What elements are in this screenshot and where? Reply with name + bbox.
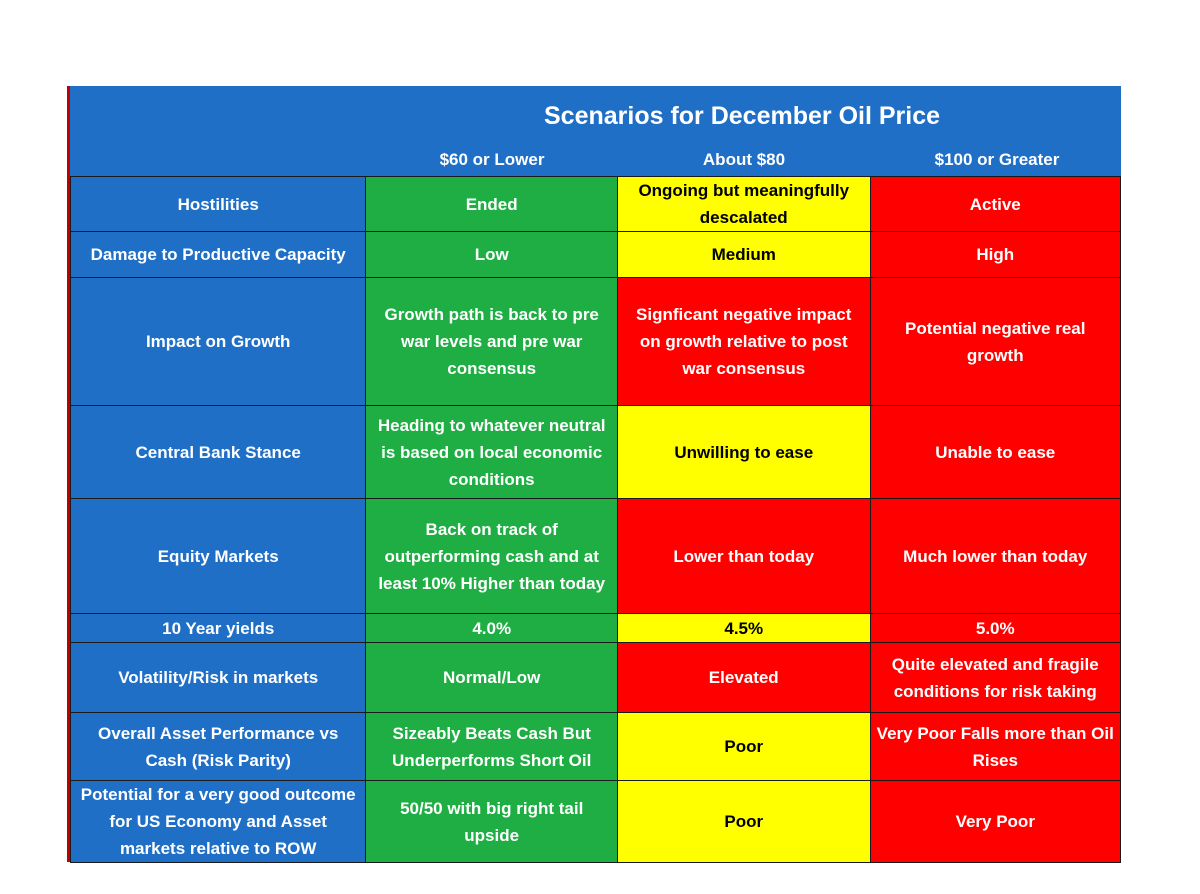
scenario-cell: Potential negative real growth — [870, 278, 1121, 406]
scenario-cell: Active — [870, 177, 1121, 232]
scenario-cell: 50/50 with big right tail upside — [366, 781, 618, 863]
scenario-cell: 5.0% — [870, 614, 1121, 643]
scenario-cell: Sizeably Beats Cash But Underperforms Short Oil — [366, 713, 618, 781]
scenario-cell: Heading to whatever neutral is based on local economic conditions — [366, 406, 618, 499]
scenario-cell: Much lower than today — [870, 499, 1121, 614]
scenario-cell: Back on track of outperforming cash and at least 10% Higher than today — [366, 499, 618, 614]
scenario-cell: Unwilling to ease — [617, 406, 870, 499]
scenario-cell: Very Poor Falls more than Oil Rises — [870, 713, 1121, 781]
row-label-damage-to-productive-capacity: Damage to Productive Capacity — [71, 232, 366, 278]
scenario-cell: Elevated — [617, 643, 870, 713]
table-row — [71, 614, 1121, 643]
scenario-cell: Unable to ease — [870, 406, 1121, 499]
scenario-cell: Poor — [617, 781, 870, 863]
scenario-cell: Normal/Low — [366, 643, 618, 713]
table-row — [71, 232, 1121, 278]
column-header-high: $100 or Greater — [934, 150, 1060, 169]
table-row — [71, 406, 1121, 499]
column-header-low: $60 or Lower — [439, 150, 545, 169]
scenario-cell: Poor — [617, 713, 870, 781]
scenario-cell: Ended — [366, 177, 618, 232]
scenario-cell: Very Poor — [870, 781, 1121, 863]
row-label-equity-markets: Equity Markets — [71, 499, 366, 614]
scenario-cell: Signficant negative impact on growth relative to post war consensus — [617, 278, 870, 406]
table-title: Scenarios for December Oil Price — [544, 102, 941, 130]
table-row — [71, 177, 1121, 232]
scenario-cell: Ongoing but meaningfully descalated — [617, 177, 870, 232]
row-label-impact-on-growth: Impact on Growth — [71, 278, 366, 406]
row-label-volatility-risk-in-markets: Volatility/Risk in markets — [71, 643, 366, 713]
table-header-band — [70, 86, 1121, 176]
scenario-cell: Growth path is back to pre war levels and pre war consensus — [366, 278, 618, 406]
table-row — [71, 781, 1121, 863]
table-row — [71, 499, 1121, 614]
row-label-potential-for-a-very-good-outcome-for-us-economy-and-asset-markets-relative-to-row: Potential for a very good outcome for US Economy and Asset markets relative to ROW — [71, 781, 366, 863]
row-label-overall-asset-performance-vs-cash-risk-parity: Overall Asset Performance vs Cash (Risk Parity) — [71, 713, 366, 781]
row-label-10-year-yields: 10 Year yields — [71, 614, 366, 643]
table-row — [71, 643, 1121, 713]
scenario-cell: Medium — [617, 232, 870, 278]
scenario-grid — [70, 176, 1121, 863]
row-label-hostilities: Hostilities — [71, 177, 366, 232]
scenario-cell: High — [870, 232, 1121, 278]
scenario-cell: Quite elevated and fragile conditions for risk taking — [870, 643, 1121, 713]
table-row — [71, 278, 1121, 406]
row-label-central-bank-stance: Central Bank Stance — [71, 406, 366, 499]
scenario-cell: 4.5% — [617, 614, 870, 643]
table-row — [71, 713, 1121, 781]
scenario-cell: 4.0% — [366, 614, 618, 643]
scenario-table — [67, 86, 1121, 862]
scenario-cell: Low — [366, 232, 618, 278]
scenario-cell: Lower than today — [617, 499, 870, 614]
column-header-mid: About $80 — [702, 150, 786, 169]
